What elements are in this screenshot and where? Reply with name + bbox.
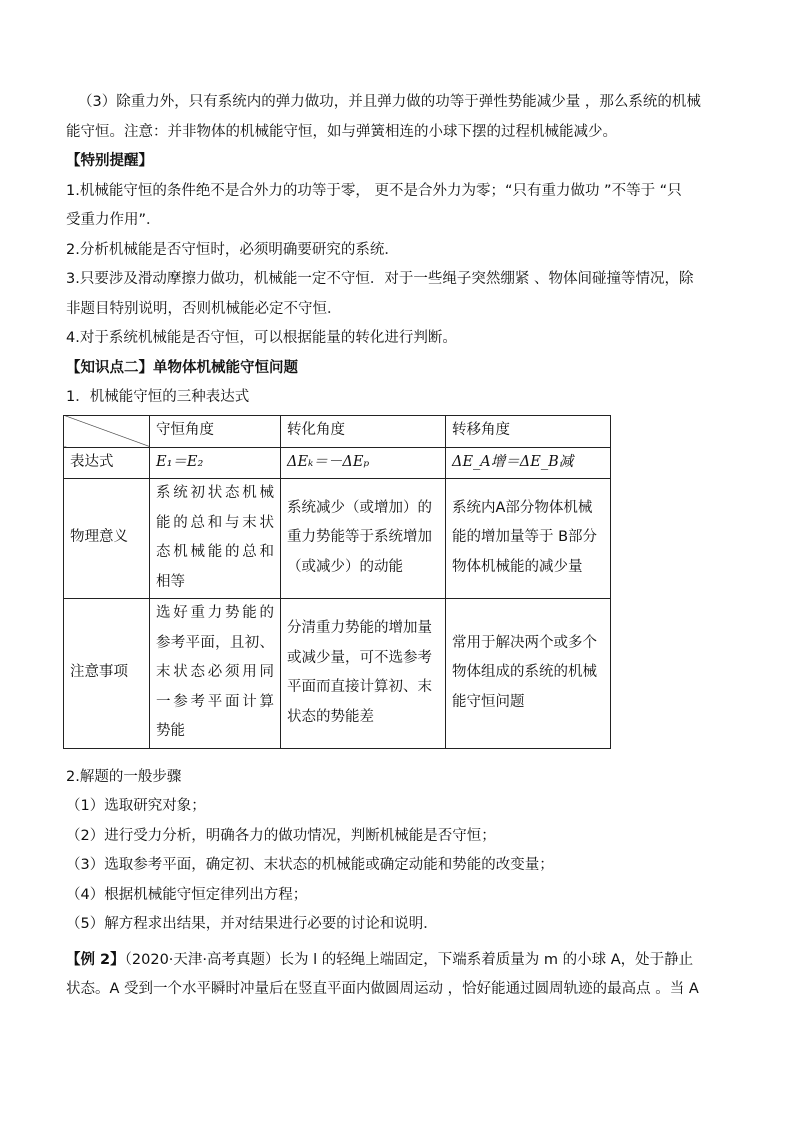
cell-line: 系统内A部分物体机械 xyxy=(452,499,593,516)
table-cell xyxy=(150,598,281,748)
cell-line: 物体机械能的减少量 xyxy=(452,558,583,575)
step-item: （1）选取研究对象； xyxy=(66,798,206,814)
document-page xyxy=(66,88,726,1005)
cell-line: 状态的势能差 xyxy=(287,708,374,725)
cell-line: 势能 xyxy=(156,723,185,740)
step-item: （2）进行受力分析，明确各力的做功情况，判断机械能是否守恒； xyxy=(66,827,496,844)
reminder-item-2: 2.分析机械能是否守恒时，必须明确要研究的系统． xyxy=(66,241,399,258)
cell-line: 物体组成的系统的机械 xyxy=(452,664,597,681)
reminder-item-1b: 受重力作用”． xyxy=(66,212,161,228)
knowledge-2-title: 【知识点二】单物体机械能守恒问题 xyxy=(66,359,298,376)
example-source: （2020·天津·高考真题） xyxy=(124,951,280,968)
table-cell xyxy=(446,478,611,598)
knowledge-2-sub-1: 1．机械能守恒的三种表达式 xyxy=(66,389,250,405)
cell-line: 能的增加量等于 B部分 xyxy=(452,529,598,546)
table-cell xyxy=(281,478,446,598)
step-item: （4）根据机械能守恒定律列出方程； xyxy=(66,886,308,903)
row-label-notes: 注意事项 xyxy=(64,598,150,748)
cell-line: 或减少量，可不选参考 xyxy=(287,649,432,666)
cell-line: 态机械能的总和 xyxy=(156,544,274,560)
reminder-item-3b: 非题目特别说明，否则机械能必定不守恒． xyxy=(66,300,342,317)
cell-line: 重力势能等于系统增加 xyxy=(287,529,432,546)
cell-line: 参考平面，且初、 xyxy=(156,634,274,651)
table-cell xyxy=(150,478,281,598)
reminder-title: 【特别提醒】 xyxy=(66,153,153,169)
table-corner-cell xyxy=(64,415,150,447)
cell-line: 一参考平面计算 xyxy=(156,693,274,710)
table-cell xyxy=(446,598,611,748)
cell-line: 常用于解决两个或多个 xyxy=(452,634,597,651)
cell-line: 系统初状态机械 xyxy=(156,485,274,501)
example-2-line-1 xyxy=(66,946,726,976)
table-row xyxy=(64,478,611,598)
example-label: 【例 2】 xyxy=(66,951,125,968)
reminder-item-1a: 1.机械能守恒的条件绝不是合外力的功等于零， 更不是合外力为零；“只有重力做功 ”不等于 “只 xyxy=(66,182,682,199)
intro-line-1: （3）除重力外，只有系统内的弹力做功，并且弹力做的功等于弹性势能减少量 ，那么系统的机械 xyxy=(78,94,701,110)
table-cell: ΔEₖ＝－ΔEₚ xyxy=(281,447,446,478)
table-cell: E₁＝E₂ xyxy=(150,447,281,478)
cell-line: 平面而直接计算初、末 xyxy=(287,679,432,695)
table-row xyxy=(64,447,611,478)
cell-line: 分清重力势能的增加量 xyxy=(287,620,432,636)
cell-line: 能的总和与末状 xyxy=(156,514,274,531)
table-header-cell: 转移角度 xyxy=(446,415,611,447)
table-cell xyxy=(281,598,446,748)
cell-line: 系统减少（或增加）的 xyxy=(287,499,432,516)
example-text-1: 长为 l 的轻绳上端固定，下端系着质量为 m 的小球 A，处于静止 xyxy=(279,951,694,968)
step-item: （5）解方程求出结果，并对结果进行必要的讨论和说明． xyxy=(66,916,438,932)
example-2-line-2: 状态。A 受到一个水平瞬时冲量后在竖直平面内做圆周运动 ，恰好能通过圆周轨迹的最高点 。当 A xyxy=(66,981,699,997)
cell-line: 相等 xyxy=(156,573,185,590)
table-header-cell: 转化角度 xyxy=(281,415,446,447)
table-cell: ΔE_A增＝ΔE_B减 xyxy=(446,447,611,478)
table-header-cell: 守恒角度 xyxy=(150,415,281,447)
step-item: （3）选取参考平面，确定初、末状态的机械能或确定动能和势能的改变量； xyxy=(66,857,554,873)
steps-title: 2.解题的一般步骤 xyxy=(66,768,182,785)
cell-line: 选好重力势能的 xyxy=(156,605,274,622)
reminder-item-4: 4.对于系统机械能是否守恒，可以根据能量的转化进行判断。 xyxy=(66,330,457,346)
table-header-row xyxy=(64,415,611,447)
cell-line: 能守恒问题 xyxy=(452,693,525,710)
row-label-expression: 表达式 xyxy=(64,447,150,478)
cell-line: 末状态必须用同 xyxy=(156,664,274,681)
reminder-item-3a: 3.只要涉及滑动摩擦力做功，机械能一定不守恒．对于一些绳子突然绷紧 、物体间碰撞等情况，除 xyxy=(66,271,694,287)
intro-line-2: 能守恒。注意：并非物体的机械能守恒，如与弹簧相连的小球下摆的过程机械能减少。 xyxy=(66,123,617,140)
row-label-meaning: 物理意义 xyxy=(64,478,150,598)
cell-line: （或减少）的动能 xyxy=(287,558,403,575)
table-row xyxy=(64,598,611,748)
conservation-table xyxy=(63,415,611,749)
